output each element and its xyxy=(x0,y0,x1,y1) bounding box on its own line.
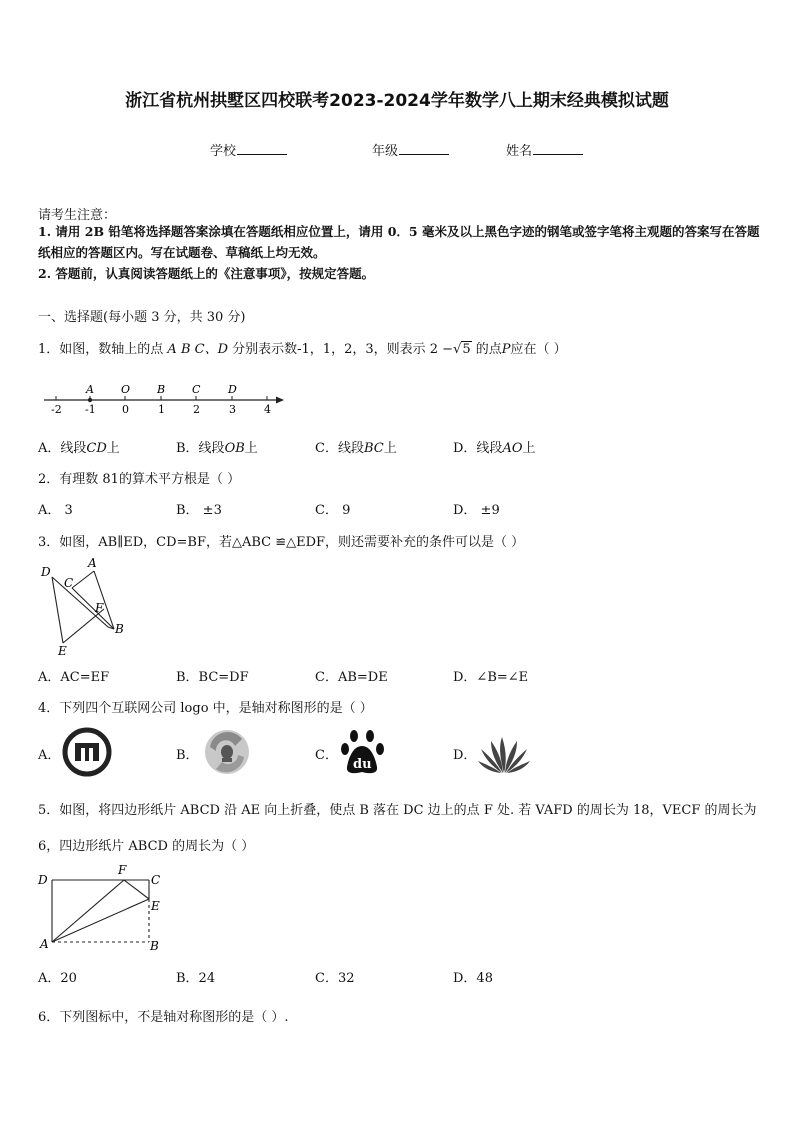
school-blank xyxy=(237,142,287,155)
vertex-label: D xyxy=(38,873,48,887)
logo-a-icon xyxy=(62,727,112,777)
option-segment: OB xyxy=(224,441,245,456)
option-key: D．线段 xyxy=(453,441,503,456)
option-tail: 上 xyxy=(383,441,397,456)
point-label: A xyxy=(86,383,94,396)
vertex-label: A xyxy=(40,937,49,951)
vertex-label: C xyxy=(151,873,161,887)
number-line-figure xyxy=(40,378,290,420)
q1-option-d[interactable] xyxy=(453,437,536,456)
question-1-stem xyxy=(38,338,567,357)
question-4-stem: 4．下列四个互联网公司 logo 中，是轴对称图形的是（ ） xyxy=(38,701,373,716)
notice-item-2: 2. 答题前，认真阅读答题纸上的《注意事项》，按规定答题。 xyxy=(38,266,375,281)
vertex-label: F xyxy=(95,601,104,615)
vertex-label: D xyxy=(41,565,51,579)
option-tail: 上 xyxy=(522,441,536,456)
q4-option-d[interactable]: D． xyxy=(453,748,477,763)
option-tail: 上 xyxy=(244,441,258,456)
notice-item-1: 1. 请用 2B 铅笔将选择题答案涂填在答题纸相应位置上，请用 0．5 毫米及以上黑色字迹的钢笔或签字笔将主观题的答案写在答题纸相应的答题区内。写在试题卷、草稿纸上均无效。 xyxy=(38,224,760,260)
option-key: B．线段 xyxy=(176,441,225,456)
vertex-label: A xyxy=(88,556,97,570)
q2-option-a[interactable]: A． 3 xyxy=(38,503,73,518)
q3-option-d[interactable]: D．∠B=∠E xyxy=(453,670,529,685)
logo-b-icon xyxy=(202,727,252,777)
school-label: 学校 xyxy=(210,144,237,159)
tick-label: 1 xyxy=(158,403,165,416)
q2-option-c[interactable]: C． 9 xyxy=(315,503,351,518)
tick-label: -2 xyxy=(51,403,62,416)
tick-label: 4 xyxy=(264,403,271,416)
option-segment: BC xyxy=(363,441,384,456)
point-a-dot xyxy=(88,398,92,402)
q2-option-d[interactable]: D． ±9 xyxy=(453,503,500,518)
q5-option-c[interactable]: C．32 xyxy=(315,971,355,986)
q3-option-a[interactable]: A．AC=EF xyxy=(38,670,110,685)
vertex-label: E xyxy=(151,899,160,913)
q4-option-a[interactable]: A． xyxy=(38,748,61,763)
q1-expr xyxy=(430,341,472,357)
tick-label: 0 xyxy=(122,403,129,416)
option-key: C．线段 xyxy=(315,441,364,456)
point-label: B xyxy=(157,383,166,396)
q4-option-c[interactable]: C． xyxy=(315,748,338,763)
q5-option-a[interactable]: A．20 xyxy=(38,971,77,986)
vertex-label: C xyxy=(64,576,74,590)
grade-blank xyxy=(399,142,449,155)
q1-option-a[interactable] xyxy=(38,437,120,456)
option-segment: CD xyxy=(86,441,107,456)
option-key: A．线段 xyxy=(38,441,87,456)
q3-option-b[interactable]: B．BC=DF xyxy=(176,670,249,685)
logo-text: du xyxy=(353,757,372,772)
q1-point-p: P xyxy=(501,342,511,357)
q1-option-c[interactable] xyxy=(315,437,397,456)
q5-option-d[interactable]: D．48 xyxy=(453,971,493,986)
option-tail: 上 xyxy=(106,441,120,456)
sqrt-symbol: √ xyxy=(453,342,462,357)
name-label: 姓名 xyxy=(506,144,533,159)
tick-label: 3 xyxy=(229,403,236,416)
question-2-stem: 2．有理数 81的算术平方根是（ ） xyxy=(38,472,241,487)
paw-logo-icon xyxy=(338,727,388,777)
vertex-label: B xyxy=(150,939,159,953)
q4-option-b[interactable]: B． xyxy=(176,748,199,763)
point-label: O xyxy=(121,383,131,396)
vertex-label: F xyxy=(118,863,127,877)
grade-label: 年级 xyxy=(372,144,399,159)
vertex-label: B xyxy=(115,622,124,636)
point-label: D xyxy=(228,383,237,396)
notice-heading: 请考生注意： xyxy=(38,208,117,223)
q1-option-b[interactable] xyxy=(176,437,258,456)
section-heading: 一、选择题(每小题 3 分，共 30 分) xyxy=(38,310,246,325)
grade-field xyxy=(372,140,449,159)
question-3-stem: 3．如图，AB∥ED，CD=BF，若△ABC ≌△EDF，则还需要补充的条件可以是（ ） xyxy=(38,535,525,550)
triangle-figure xyxy=(36,555,136,657)
q1-expr-a: 2 − xyxy=(429,342,454,357)
q1-mid: 分别表示数-1，1，2，3，则表示 xyxy=(232,342,426,357)
vertex-label: E xyxy=(58,644,67,657)
question-5-stem: 5．如图，将四边形纸片 ABCD 沿 AE 向上折叠，使点 B 落在 DC 边上的点 F 处. 若 VAFD 的周长为 18，VECF 的周长为 6，四边形纸片 ABCD 的周长为（ ） xyxy=(38,803,757,854)
q2-option-b[interactable]: B． ±3 xyxy=(176,503,222,518)
school-field xyxy=(210,140,287,159)
name-blank xyxy=(533,142,583,155)
q3-option-c[interactable]: C．AB=DE xyxy=(315,670,388,685)
q1-post: 的点 xyxy=(475,342,502,357)
q1-points: A B C、D xyxy=(167,342,228,357)
q1-end: 应在（ ） xyxy=(510,342,567,357)
tick-label: -1 xyxy=(85,403,96,416)
tick-label: 2 xyxy=(193,403,200,416)
name-field xyxy=(506,140,583,159)
petal-logo-icon xyxy=(476,731,532,775)
q1-pre: 1．如图，数轴上的点 xyxy=(38,342,164,357)
point-label: C xyxy=(192,383,201,396)
option-segment: AO xyxy=(502,441,523,456)
fold-figure xyxy=(36,862,166,954)
page-title: 浙江省杭州拱墅区四校联考2023-2024学年数学八上期末经典模拟试题 xyxy=(125,91,669,111)
q5-option-b[interactable]: B．24 xyxy=(176,971,216,986)
question-6-stem: 6．下列图标中，不是轴对称图形的是（ ）. xyxy=(38,1010,289,1025)
q1-radicand: 5 xyxy=(462,342,471,357)
